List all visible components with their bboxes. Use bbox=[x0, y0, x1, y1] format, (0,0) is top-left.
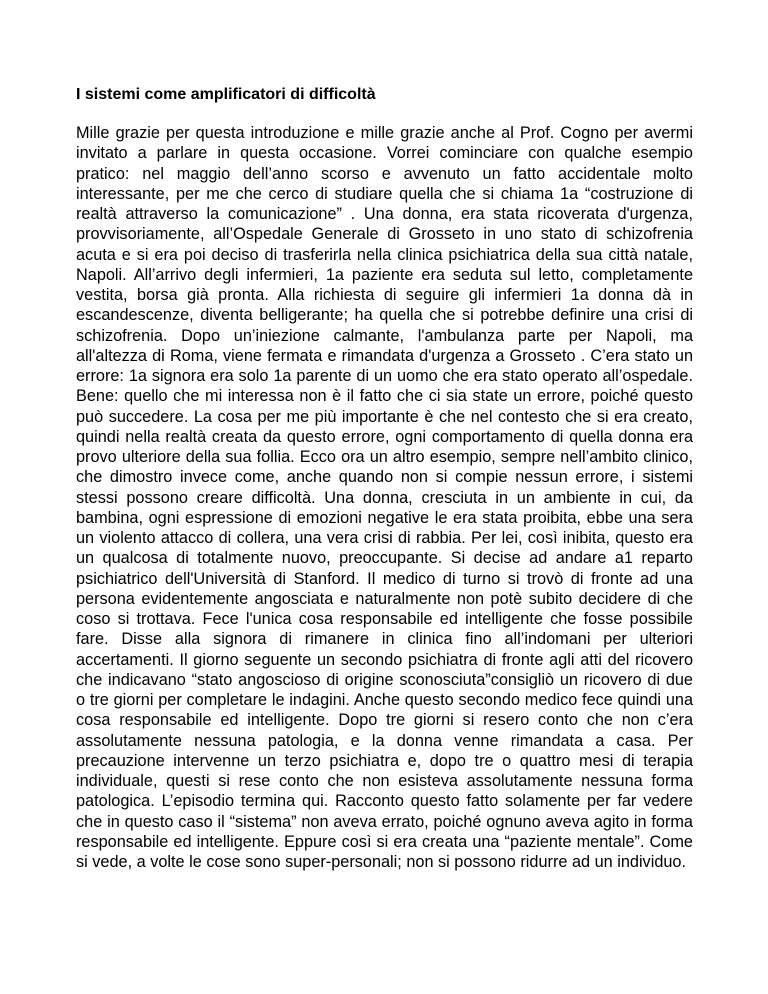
document-body-paragraph: Mille grazie per questa introduzione e mille grazie anche al Prof. Cogno per avermi invitato a parlare in questa occasione. Vorrei cominciare con qualche esempio pratico: nel maggio dell’anno scorso e avvenuto un fatto accidentale molto interessante, per me che cerco di studiare quella che si chiama 1a “costruzione di realtà attraverso la comunicazione” . Una donna, era stata ricoverata d'urgenza, provvisoriamente, all’Ospedale Generale di Grosseto in uno stato di schizofrenia acuta e si era poi deciso di trasferirla nella clinica psichiatrica della sua città natale, Napoli. All’arrivo degli infermieri, 1a paziente era seduta sul letto, completamente vestita, borsa già pronta. Alla richiesta di seguire gli infermieri 1a donna dà in escandescenze, diventa belligerante; ha quella che si potrebbe definire una crisi di schizofrenia. Dopo un’iniezione calmante, l'ambulanza parte per Napoli, ma all'altezza di Roma, viene fermata e rimandata d'urgenza a Grosseto . C’era stato un errore: 1a signora era solo 1a parente di un uomo che era stato operato all’ospedale. Bene: quello che mi interessa non è il fatto che ci sia state un errore, poiché questo può succedere. La cosa per me più importante è che nel contesto che si era creato, quindi nella realtà creata da questo errore, ogni comportamento di quella donna era provo ulteriore della sua follia. Ecco ora un altro esempio, sempre nell’ambito clinico, che dimostro invece come, anche quando non si compie nessun errore, i sistemi stessi possono creare difficoltà. Una donna, cresciuta in un ambiente in cui, da bambina, ogni espressione di emozioni negative le era stata proibita, ebbe una sera un violento attacco di collera, una vera crisi di rabbia. Per lei, così inibita, questo era un qualcosa di totalmente nuovo, preoccupante. Si decise ad andare a1 reparto psichiatrico dell'Università di Stanford. Il medico di turno si trovò di fronte ad una persona evidentemente angosciata e naturalmente non potè subito decidere di che coso si trottava. Fece l'unica cosa responsabile ed intelligente che fosse possibile fare. Disse alla signora di rimanere in clinica fino all’indomani per ulteriori accertamenti. Il giorno seguente un secondo psichiatra di fronte agli atti del ricovero che indicavano “stato angoscioso di origine sconosciuta”consigliò un ricovero di due o tre giorni per completare le indagini. Anche questo secondo medico fece quindi una cosa responsabile ed intelligente. Dopo tre giorni si resero conto che non c’era assolutamente nessuna patologia, e la donna venne rimandata a casa. Per precauzione intervenne un terzo psichiatra e, dopo tre o quattro mesi di terapia individuale, questi si rese conto che non esisteva assolutamente nessuna forma patologica. L’episodio termina qui. Racconto questo fatto solamente per far vedere che in questo caso il “sistema” non aveva errato, poiché ognuno aveva agito in forma responsabile ed intelligente. Eppure così si era creata una “paziente mentale”. Come si vede, a volte le cose sono super-personali; non si possono ridurre ad un individuo. bbox=[76, 124, 693, 871]
document-page bbox=[76, 84, 693, 872]
document-title: I sistemi come amplificatori di difficoltà bbox=[76, 86, 376, 103]
